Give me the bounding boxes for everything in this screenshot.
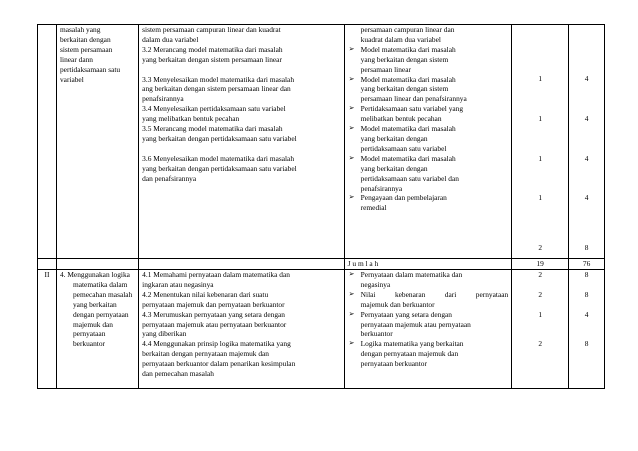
count-value: 2 xyxy=(538,242,543,252)
material-line: pertidaksamaan satu variabel xyxy=(360,143,447,153)
indicator-line: yang diberikan xyxy=(142,329,187,339)
indicator-line: 3.3 Menyelesaikan model matematika dari masalah xyxy=(142,74,295,84)
material-word: dari xyxy=(444,289,457,299)
indicator-line: yang berkaitan dengan pertidaksamaan satu variabel xyxy=(142,133,297,143)
material-line: yang berkaitan dengan sistem xyxy=(360,54,449,64)
material-line: remedial xyxy=(360,203,387,213)
count-value: 1 xyxy=(538,74,543,84)
competency-line: masalah yang xyxy=(59,25,101,34)
total-count: 19 xyxy=(536,259,544,268)
total-label: J u m l a h xyxy=(347,259,379,268)
total-label-cell xyxy=(344,259,512,270)
material-line: ➢ Model matematika dari masalah xyxy=(360,153,456,163)
competency-line: 4. Menggunakan logika xyxy=(59,270,130,279)
material-line: persamaan campuran linear dan xyxy=(360,25,455,34)
indicator-cell xyxy=(139,25,345,259)
material-line: berkuantor xyxy=(360,329,393,339)
indicator-line: dalam dua variabel xyxy=(142,34,199,44)
score-value: 8 xyxy=(584,242,589,252)
material-cell xyxy=(344,270,512,389)
material-line: pernyataan majemuk atau pernyataan xyxy=(360,319,471,329)
total-row xyxy=(38,259,605,270)
material-line xyxy=(361,290,509,300)
indicator-line: 3.5 Merancang model matematika dari masalah xyxy=(142,124,283,134)
score-cell xyxy=(569,270,605,389)
indicator-line: 3.2 Merancang model matematika dari masalah xyxy=(142,44,283,54)
indicator-line: ingkaran atau negasinya xyxy=(142,279,214,289)
material-item xyxy=(348,339,509,369)
competency-line: berkuantor xyxy=(72,339,105,349)
table-row xyxy=(38,25,605,259)
total-score: 76 xyxy=(582,259,591,268)
competency-line: linear dann xyxy=(59,54,94,64)
score-value: 8 xyxy=(584,270,589,279)
material-line: ➢ Model matematika dari masalah xyxy=(360,74,456,84)
material-line: ➢ Pengayaan dan pembelajaran xyxy=(360,193,447,203)
syllabus-table xyxy=(37,24,605,389)
material-line: ➢ Pernyataan yang setara dengan xyxy=(360,309,452,319)
total-count-cell xyxy=(512,259,569,270)
competency-line: matematika dalam xyxy=(72,279,128,289)
material-line: dengan pernyataan majemuk dan xyxy=(360,349,459,359)
material-item xyxy=(348,25,509,45)
total-empty-cell xyxy=(56,259,138,270)
material-item xyxy=(348,310,509,340)
score-value: 4 xyxy=(584,309,589,319)
material-line: kuadrat dalam dua variabel xyxy=(360,34,441,44)
material-line: ➢ Model matematika dari masalah xyxy=(360,124,456,134)
material-item xyxy=(348,45,509,75)
indicator-line: 4.1 Memahami pernyataan dalam matematika dan xyxy=(142,270,290,279)
roman-number: II xyxy=(44,270,50,279)
competency-line: dengan pernyataan xyxy=(72,309,129,319)
material-item xyxy=(348,270,509,290)
material-line: pernyataan berkuantor xyxy=(360,359,427,369)
number-cell xyxy=(38,25,57,259)
competency-line: pertidaksamaan satu xyxy=(59,64,121,74)
total-empty-cell xyxy=(38,259,57,270)
competency-line: pemecahan masalah xyxy=(72,289,133,299)
material-line: ➢ Pernyataan dalam matematika dan xyxy=(360,270,463,279)
material-line: ➢ Pertidaksamaan satu variabel yang xyxy=(360,104,464,114)
indicator-line: ang berkaitan dengan sistem persamaan linear dan xyxy=(142,84,291,94)
indicator-line: 3.6 Menyelesaikan model matematika dari masalah xyxy=(142,153,295,163)
count-cell xyxy=(512,270,569,389)
material-line: pertidaksamaan satu variabel dan xyxy=(360,173,459,183)
material-line: melibatkan bentuk pecahan xyxy=(360,114,442,124)
indicator-line: yang berkaitan dengan pertidaksamaan satu variabel xyxy=(142,163,297,173)
competency-line: yang berkaitan xyxy=(72,299,117,309)
table-row xyxy=(38,270,605,389)
competency-line: sistem persamaan xyxy=(59,44,113,54)
score-value: 8 xyxy=(584,289,589,299)
indicator-line: pernyataan berkuantor dalam penarikan kesimpulan xyxy=(142,359,296,369)
competency-line: berkaitan dengan xyxy=(59,34,111,44)
count-value: 1 xyxy=(538,114,543,124)
indicator-line: yang melibatkan bentuk pecahan xyxy=(142,114,240,124)
score-value: 4 xyxy=(584,114,589,124)
material-cell xyxy=(344,25,512,259)
indicator-line: 4.3 Merumuskan pernyataan yang setara dengan xyxy=(142,309,286,319)
score-value: 8 xyxy=(584,339,589,349)
score-value: 4 xyxy=(584,74,589,84)
count-value: 2 xyxy=(538,339,543,349)
material-item xyxy=(348,154,509,194)
count-value: 1 xyxy=(538,153,543,163)
competency-line: majemuk dan xyxy=(72,319,113,329)
material-item xyxy=(348,104,509,124)
material-line: yang berkaitan dengan xyxy=(360,163,428,173)
material-line: yang berkaitan dengan xyxy=(360,133,428,143)
indicator-line: penafsirannya xyxy=(142,94,184,104)
indicator-line: 3.4 Menyelesaikan pertidaksamaan satu variabel xyxy=(142,104,286,114)
count-value: 2 xyxy=(538,289,543,299)
total-score-cell xyxy=(569,259,605,270)
material-item xyxy=(348,75,509,105)
competency-cell xyxy=(56,270,138,389)
material-line: yang berkaitan dengan sistem xyxy=(360,84,449,94)
count-value: 1 xyxy=(538,193,543,203)
material-word: pernyataan xyxy=(475,289,509,299)
competency-line: pernyataan xyxy=(72,329,106,339)
material-line: persamaan linear dan penafsirannya xyxy=(360,94,467,104)
indicator-line: dan pemecahan masalah xyxy=(142,369,214,379)
material-line: negasinya xyxy=(360,279,391,289)
count-value: 2 xyxy=(538,270,543,279)
material-item xyxy=(348,290,509,310)
material-line: ➢ Model matematika dari masalah xyxy=(360,44,456,54)
indicator-line: pernyataan majemuk dan pernyataan berkuantor xyxy=(142,299,285,309)
material-item xyxy=(348,124,509,154)
competency-line: variabel xyxy=(59,74,84,84)
material-line: ➢ Logika matematika yang berkaitan xyxy=(360,339,464,349)
material-line: majemuk dan berkuantor xyxy=(360,299,435,309)
competency-cell xyxy=(56,25,138,259)
material-line: persamaan linear xyxy=(360,64,411,74)
material-word: kebenaran xyxy=(394,289,426,299)
score-cell xyxy=(569,25,605,259)
indicator-line: 4.4 Menggunakan prinsip logika matematika yang xyxy=(142,339,291,349)
indicator-line: 4.2 Menentukan nilai kebenaran dari suatu xyxy=(142,289,269,299)
score-value: 4 xyxy=(584,193,589,203)
indicator-line: dan penafsirannya xyxy=(142,173,197,183)
score-value: 4 xyxy=(584,153,589,163)
total-empty-cell xyxy=(139,259,345,270)
indicator-line: pernyataan majemuk atau pernyataan berkuantor xyxy=(142,319,287,329)
material-word: ➢ Nilai xyxy=(360,289,376,299)
roman-number-cell xyxy=(38,270,57,389)
indicator-line: berkaitan dengan pernyataan majemuk dan xyxy=(142,349,269,359)
indicator-cell xyxy=(139,270,345,389)
count-cell xyxy=(512,25,569,259)
indicator-line: yang berkaitan dengan sistem persamaan linear xyxy=(142,54,282,64)
indicator-line: sistem persamaan campuran linear dan kuadrat xyxy=(142,25,281,34)
material-item xyxy=(348,193,509,213)
count-value: 1 xyxy=(538,309,543,319)
material-line: penafsirannya xyxy=(360,183,403,193)
